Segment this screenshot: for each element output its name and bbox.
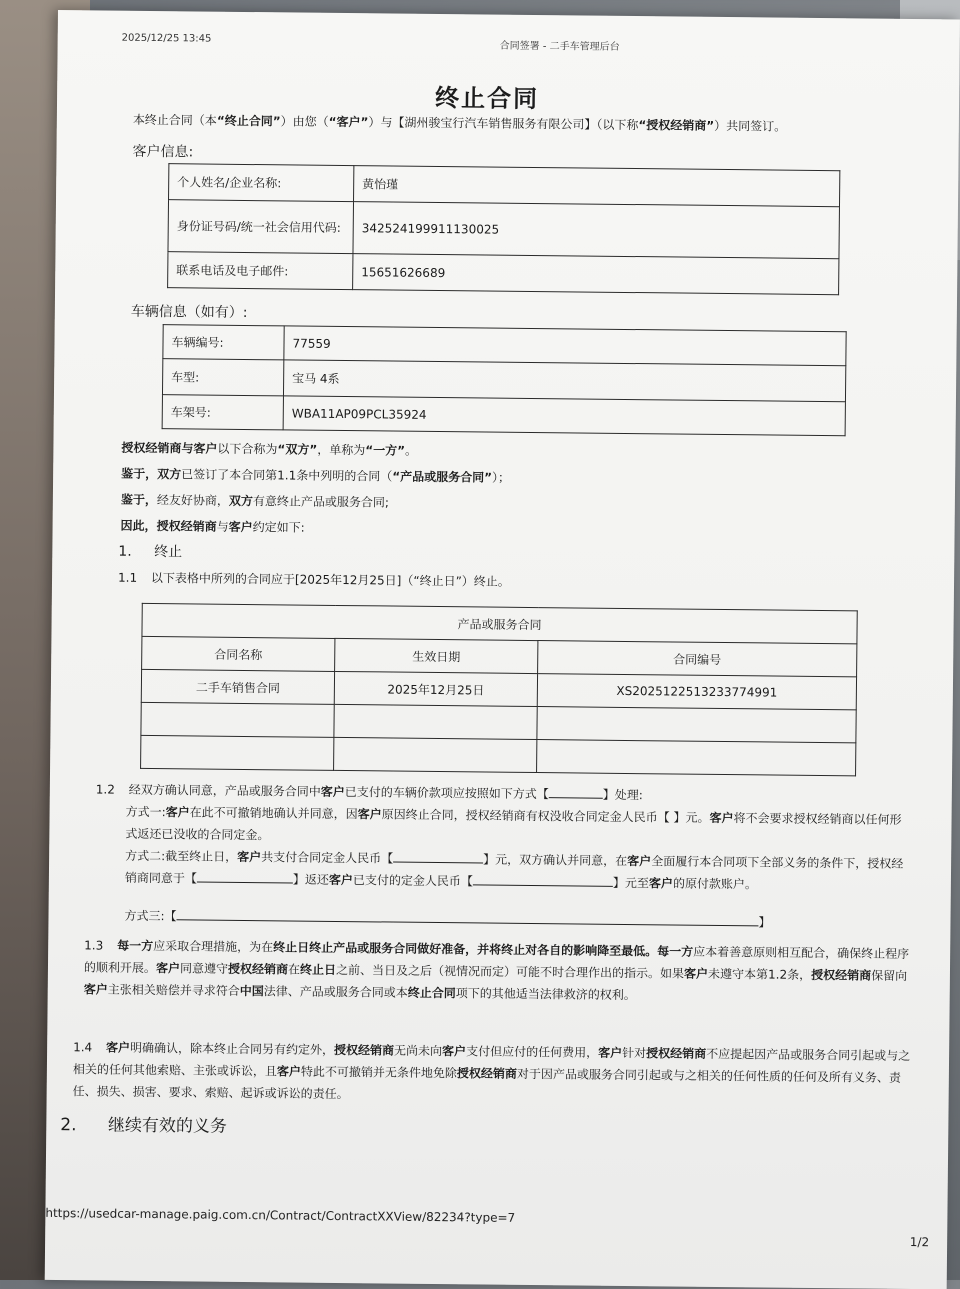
page-number: 1/2 — [909, 1234, 930, 1250]
recital-2: 鉴于，双方已签订了本合同第1.1条中列明的合同（“产品或服务合同”）； — [121, 466, 511, 485]
option-2: 方式二:截至终止日，客户共支付合同定金人民币【 】元，双方确认并同意，在客户全面履行本合同项下全部义务的条件下，授权经销商同意于【 】返还客户已支付的定金人民币【 】元至客户的原付款账户。 — [124, 848, 904, 892]
label-cell: 车架号: — [162, 395, 283, 430]
table-caption: 产品或服务合同 — [142, 603, 857, 643]
customer-table — [167, 163, 840, 295]
header-contract-number: 合同编号 — [538, 641, 857, 677]
option-1: 方式一:客户在此不可撤销地确认并同意，因客户原因终止合同，授权经销商有权没收合同定金人民币【 】元。客户将不会要求授权经销商以任何形式返还已没收的合同定金。 — [125, 804, 902, 843]
table-row-empty — [141, 735, 856, 775]
table-row — [162, 395, 845, 436]
label-cell: 车辆编号: — [163, 325, 284, 360]
blank-field — [473, 872, 613, 886]
value-cell: 15651626689 — [353, 254, 839, 295]
clause-1-4: 1.4 客户明确确认，除本终止合同另有约定外，授权经销商无尚未向客户支付但应付的任何费用，客户针对授权经销商不应提起因产品或服务合同引起或与之相关的任何其他索赔、主张或诉讼，且客户特此不可撤销并无条件地免除授权经销商对于因产品或服务合同引起或与之相关的任何性质的任何及所有义务、责任、损失、损害、要求、索赔、起诉或诉讼的责任。 — [72, 1040, 911, 1102]
vehicle-heading: 车辆信息（如有）: — [130, 303, 248, 322]
label-cell: 联系电话及电子邮件: — [168, 252, 353, 290]
print-datetime: 2025/12/25 13:45 — [121, 32, 212, 45]
label-cell: 车型: — [162, 359, 283, 396]
print-page-title: 合同签署 - 二手车管理后台 — [499, 40, 620, 53]
section-1-heading: 1. 终止 — [118, 543, 183, 561]
customer-heading: 客户信息: — [132, 143, 194, 161]
clause-1-2: 1.2 经双方确认同意，产品或服务合同中客户已支付的车辆价款项应按照如下方式【 】处理: — [95, 782, 643, 803]
value-cell: WBA11AP09PCL35924 — [283, 396, 845, 436]
value-cell: 77559 — [284, 326, 846, 366]
blank-field — [197, 870, 293, 884]
value-cell: 黄怡瑾 — [354, 166, 840, 207]
header-contract-name: 合同名称 — [142, 636, 335, 671]
label-cell: 个人姓名/企业名称: — [169, 164, 354, 202]
table-row — [168, 200, 840, 259]
value-cell: 342524199911130025 — [353, 202, 840, 259]
cell-contract-number: XS2025122513233774991 — [537, 674, 856, 710]
printed-contract-sheet — [45, 10, 960, 1289]
blank-field — [549, 785, 603, 799]
document-title: 终止合同 — [434, 83, 540, 114]
blank-field — [393, 850, 483, 864]
table-row — [168, 252, 839, 295]
header-effective-date: 生效日期 — [335, 638, 538, 673]
print-url: https://usedcar-manage.paig.com.cn/Contract/ContractXXView/82234?type=7 — [45, 1205, 516, 1225]
vehicle-table — [162, 324, 847, 436]
option-3: 方式三:【 】 — [124, 908, 771, 930]
recital-1: 授权经销商与客户以下合称为“双方”，单称为“一方”。 — [121, 440, 418, 458]
intro-paragraph: 本终止合同（本“终止合同”）由您（“客户”）与【湖州骏宝行汽车销售服务有限公司】（以下称“授权经销商”）共同签订。 — [132, 112, 787, 134]
value-cell: 宝马 4系 — [283, 360, 845, 402]
recital-3: 鉴于，经友好协商，双方有意终止产品或服务合同; — [120, 492, 390, 510]
blank-field — [177, 907, 759, 926]
section-2-heading: 2. 继续有效的义务 — [60, 1115, 228, 1137]
cell-effective-date: 2025年12月25日 — [334, 671, 537, 706]
cell-contract-name: 二手车销售合同 — [141, 669, 334, 704]
clause-1-3: 1.3 每一方应采取合理措施，为在终止日终止产品或服务合同做好准备，并将终止对各自的影响降至最低。每一方应本着善意原则相互配合，确保终止程序的顺利开展。客户同意遵守授权经销商在终止日之前、当日及之后（视情况而定）可能不时合理作出的指示。如果客户未遵守本第1.2条，授权经销商保留向客户主张相关赔偿并寻求符合中国法律、产品或服务合同或本终止合同项下的其他适当法律救济的权利。 — [83, 938, 910, 1003]
label-cell: 身份证号码/统一社会信用代码: — [168, 200, 354, 254]
clause-1-1: 1.1 以下表格中所列的合同应于[2025年12月25日]（“终止日”）终止。 — [117, 570, 510, 589]
recital-4: 因此，授权经销商与客户约定如下: — [120, 518, 305, 535]
contract-list-table — [140, 603, 858, 776]
